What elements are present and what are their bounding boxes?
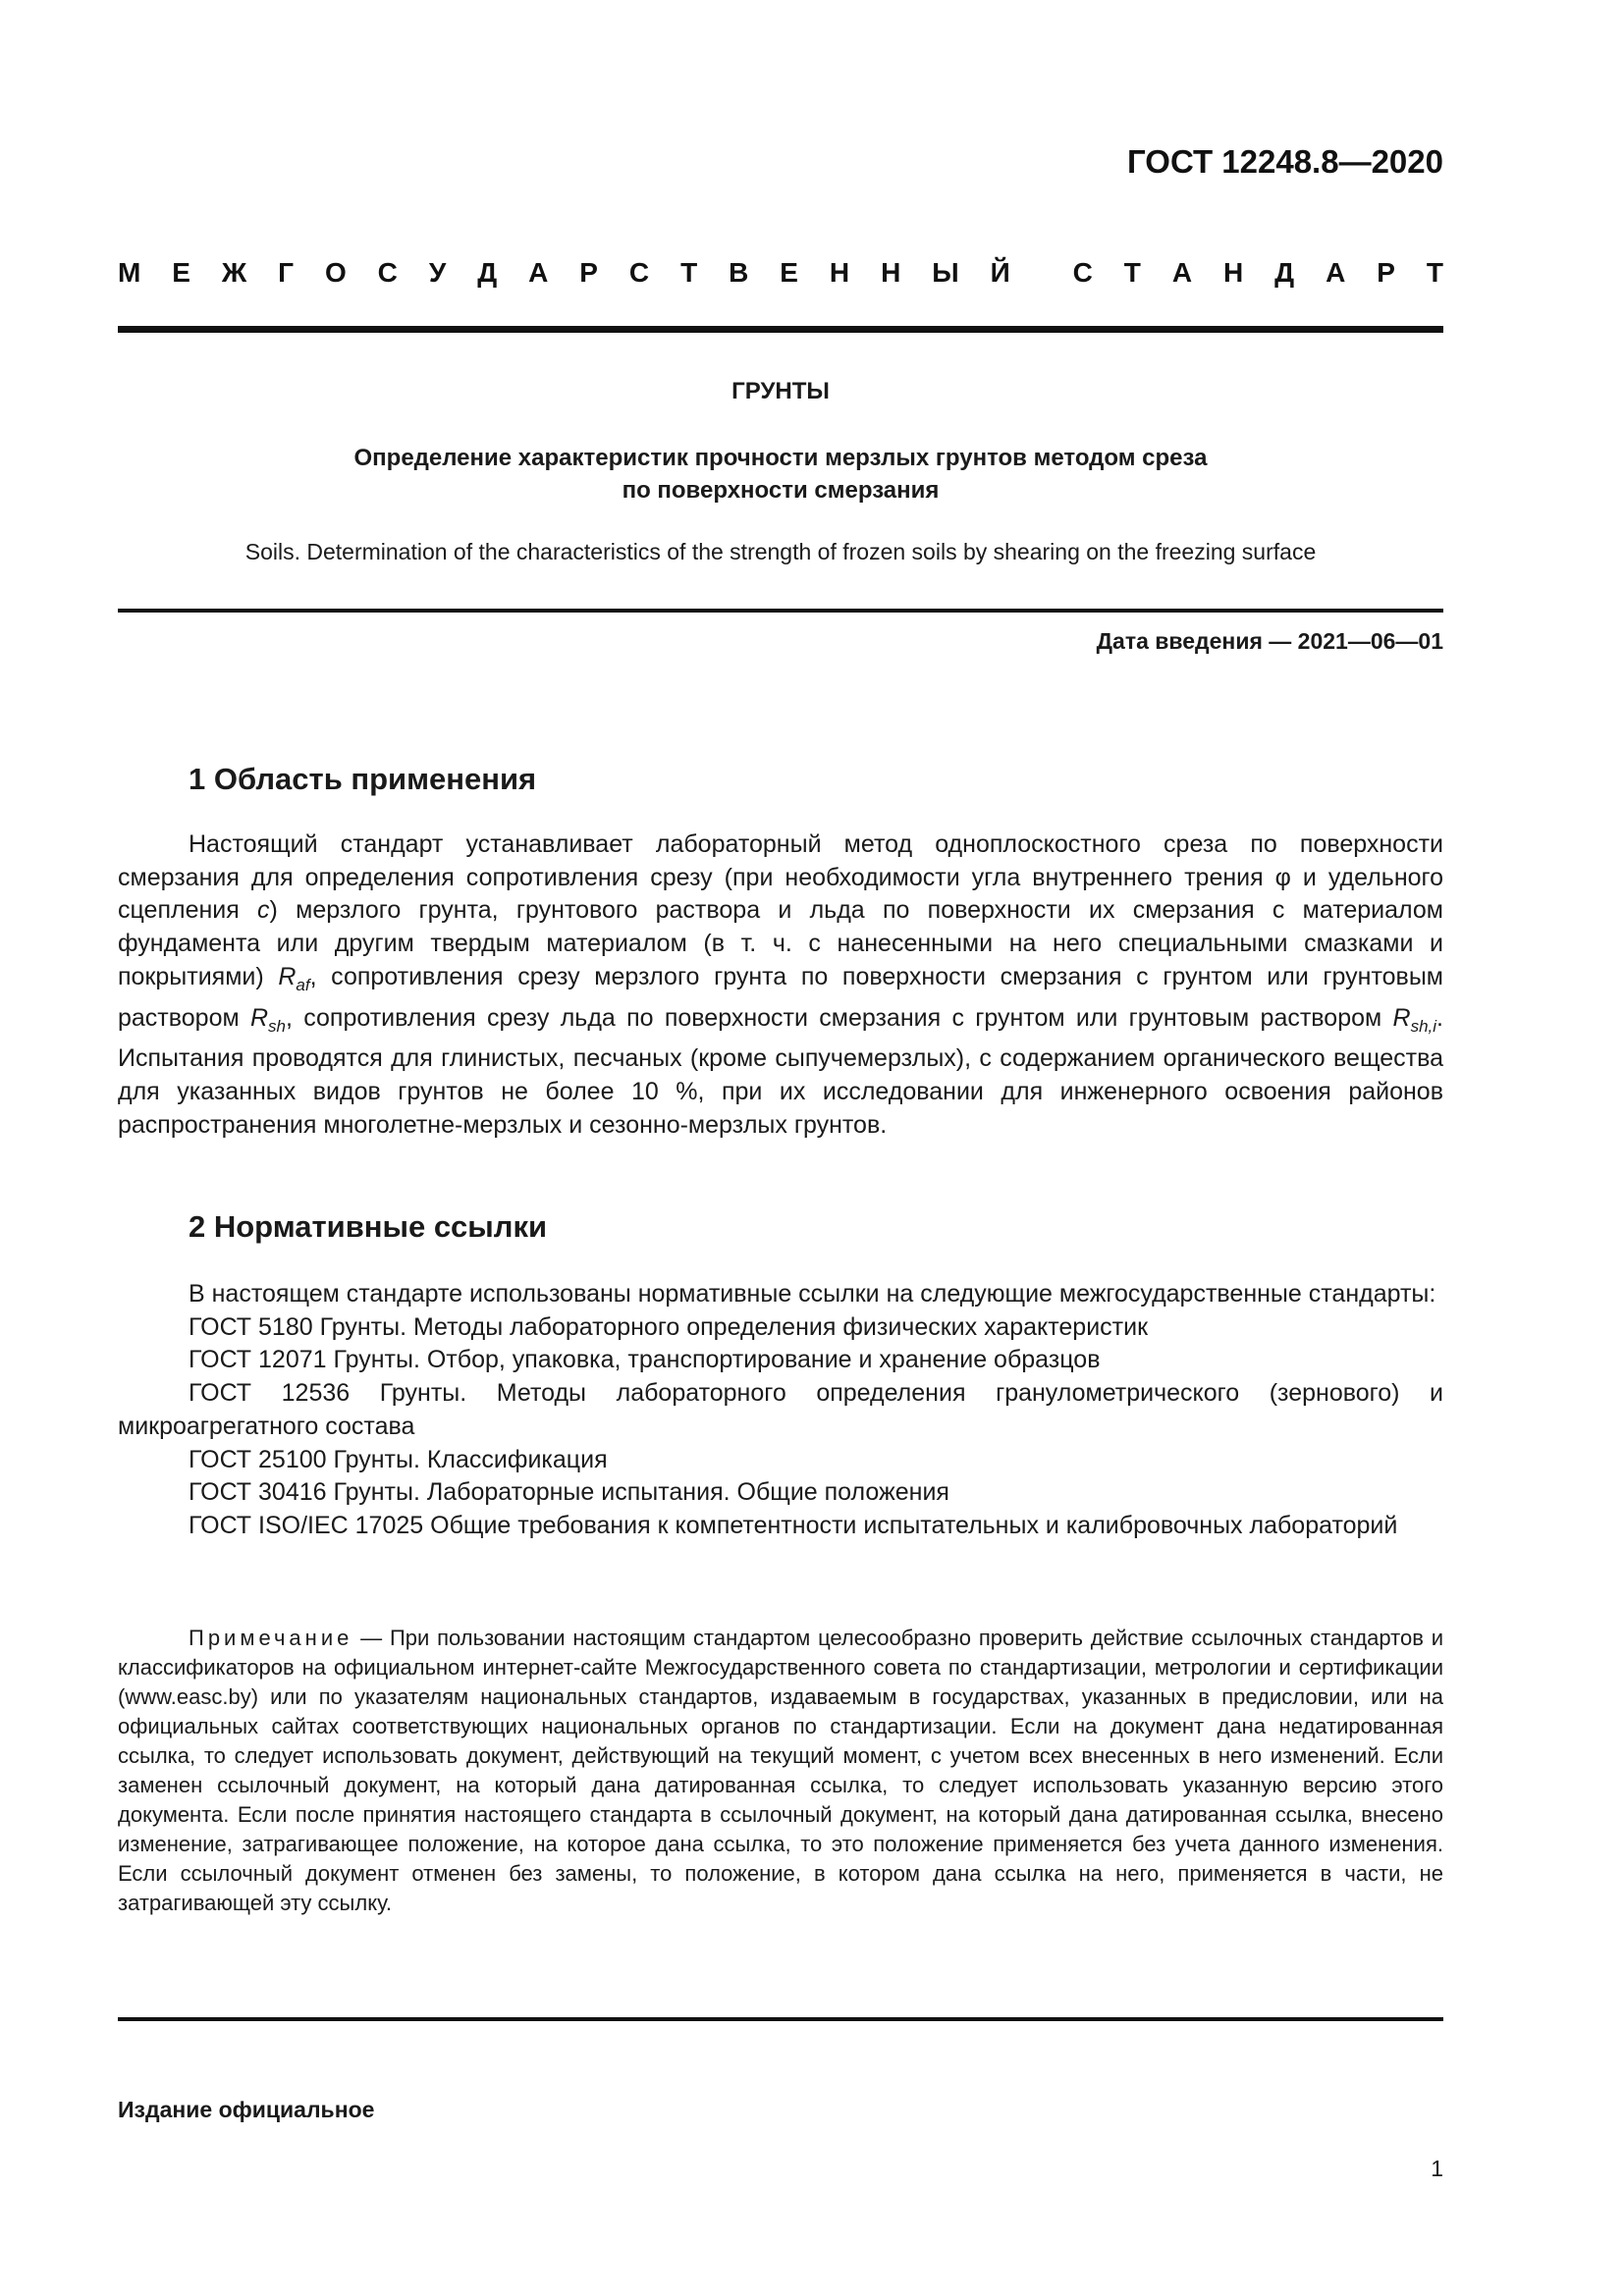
note-label: Примечание (189, 1626, 353, 1650)
official-edition-label: Издание официальное (118, 2097, 375, 2122)
banner-letter: Н (829, 257, 850, 288)
reference-item: ГОСТ 12071 Грунты. Отбор, упаковка, транспортирование и хранение образцов (189, 1346, 1101, 1374)
banner-letter: Н (1223, 257, 1244, 288)
banner-letter: Ы (932, 257, 959, 288)
banner-letter: У (428, 257, 447, 288)
banner-letter: Й (990, 257, 1010, 288)
section-1-body (118, 828, 1443, 1142)
subscript-af: af (296, 975, 310, 994)
standard-code: ГОСТ 12248.8—2020 (1127, 143, 1443, 180)
variable-c: c (257, 896, 270, 925)
subtitle-line: Определение характеристик прочности мерзлых грунтов методом среза (353, 445, 1208, 471)
variable-r: R (249, 1003, 269, 1032)
interstate-standard-banner (118, 257, 1443, 289)
subscript-shi: sh,i (1410, 1016, 1437, 1036)
subscript-sh: sh (268, 1016, 286, 1036)
banner-letter: С (628, 257, 650, 288)
banner-letter: Г (278, 257, 295, 288)
reference-item: ГОСТ 12536 Грунты. Методы лабораторного определения гранулометрического (зернового) и микроагрегатного состава (118, 1379, 1443, 1440)
banner-letter: Т (1123, 257, 1141, 288)
references-intro: В настоящем стандарте использованы нормативные ссылки на следующие межгосударственные стандарты: (189, 1280, 1436, 1308)
banner-letter: А (1326, 257, 1346, 288)
title-rule (118, 609, 1443, 613)
banner-letter: А (1171, 257, 1193, 288)
banner-letter: Р (579, 257, 598, 288)
banner-letter: М (118, 257, 141, 288)
reference-item: ГОСТ ISO/IEC 17025 Общие требования к компетентности испытательных и калибровочных лабораторий (189, 1511, 1398, 1539)
banner-letter: Т (680, 257, 698, 288)
reference-item: ГОСТ 5180 Грунты. Методы лабораторного определения физических характеристик (189, 1312, 1149, 1341)
reference-item: ГОСТ 30416 Грунты. Лабораторные испытания. Общие положения (189, 1478, 949, 1507)
banner-letter: Р (1377, 257, 1395, 288)
banner-letter: С (377, 257, 398, 288)
text-run: Настоящий стандарт устанавливает лабораторный метод одноплоскостного среза по поверхности смерзания для определения сопротивления срезу (при необходимости угла внутреннего трения φ и удельного сцепления (118, 830, 1443, 925)
section-2-heading: 2 Нормативные ссылки (189, 1209, 548, 1244)
scope-paragraph (118, 828, 1443, 1142)
section-2-body (118, 1278, 1443, 1543)
banner-letter: Н (881, 257, 901, 288)
banner-letter: О (324, 257, 347, 288)
introduction-date: Дата введения — 2021—06—01 (1096, 628, 1443, 654)
section-1-heading: 1 Область применения (189, 762, 537, 796)
banner-letter: В (729, 257, 749, 288)
banner-letter: Д (1274, 257, 1295, 288)
footer-rule (118, 2017, 1443, 2021)
banner-letter: Е (780, 257, 798, 288)
document-title: ГРУНТЫ (731, 378, 830, 404)
text-run: . Испытания проводятся для глинистых, песчаных (кроме сыпучемерзлых), с содержанием органического вещества для указанных видов грунтов не более 10 %, при их исследовании для инженерного освоения районов распространения многолетне-мерзлых и сезонно-мерзлых грунтов. (118, 1003, 1443, 1139)
subtitle-line: по поверхности смерзания (622, 477, 940, 504)
variable-r: R (1392, 1003, 1411, 1032)
page-number: 1 (1431, 2156, 1443, 2181)
text-run: , сопротивления срезу льда по поверхности смерзания с грунтом или грунтовым раствором (286, 1003, 1393, 1032)
banner-letter: Е (172, 257, 190, 288)
text-run: ) мерзлого грунта, грунтового раствора и льда по поверхности их смерзания с материалом фундамента или другим твердым материалом (в т. ч. с нанесенными на него специальными смазками и покрытиями) (118, 896, 1443, 990)
header-rule (118, 326, 1443, 333)
english-title: Soils. Determination of the characteristics of the strength of frozen soils by shearing on the freezing surface (244, 539, 1317, 564)
note-text: — При пользовании настоящим стандартом целесообразно проверить действие ссылочных стандартов и классификаторов на официальном интернет-сайте Межгосударственного совета по стандартизации, метрологии и сертификации (www.easc.by) или по указателям национальных стандартов, издаваемым в государствах, указанных в предисловии, или на официальных сайтах соответствующих национальных органов по стандартизации. Если на документ дана недатированная ссылка, то следует использовать документ, действующий на текущий момент, с учетом всех внесенных в него изменений. Если заменен ссылочный документ, на который дана датированная ссылка, то следует использовать указанную версию этого документа. Если после принятия настоящего стандарта в ссылочный документ, на который дана датированная ссылка, внесено изменение, затрагивающее положение, на которое дана ссылка, то это положение применяется без учета данного изменения. Если ссылочный документ отменен без замены, то положение, в котором дана ссылка на него, применяется в части, не затрагивающей эту ссылку. (118, 1626, 1443, 1915)
banner-letter: А (528, 257, 549, 288)
banner-letter: С (1072, 257, 1093, 288)
banner-letter: Ж (221, 257, 247, 288)
variable-r: R (278, 962, 297, 990)
banner-letter: Д (477, 257, 498, 288)
text-run: , сопротивления срезу мерзлого грунта по поверхности смерзания с грунтом или грунтовым раствором (118, 962, 1443, 1032)
document-page (118, 0, 1443, 2296)
document-subtitle (118, 442, 1443, 507)
banner-letter: Т (1426, 257, 1443, 288)
reference-item: ГОСТ 25100 Грунты. Классификация (189, 1445, 608, 1473)
note-paragraph (118, 1624, 1443, 1918)
